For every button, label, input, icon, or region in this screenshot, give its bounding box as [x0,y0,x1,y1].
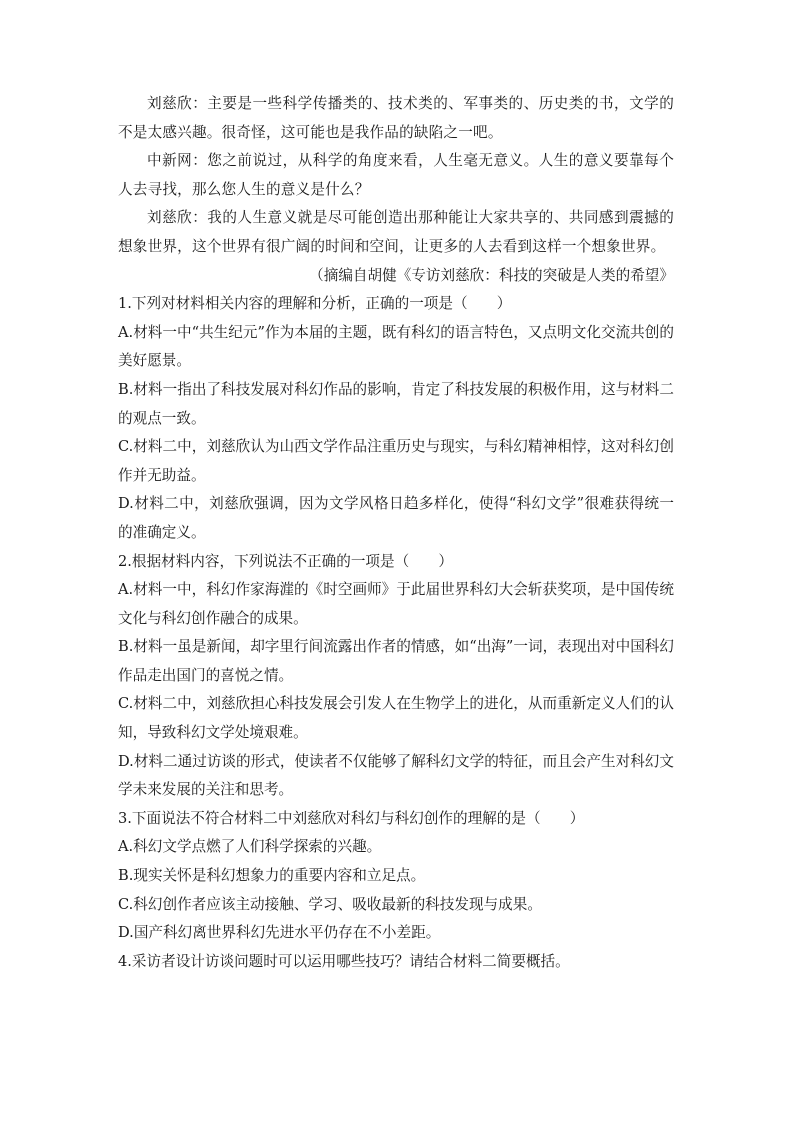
interview-paragraph: 中新网：您之前说过，从科学的角度来看，人生毫无意义。人生的意义要靠每个人去寻找，那么您人生的意义是什么？ [118,152,674,198]
question-3 [118,805,674,948]
option-b: B.材料一指出了科技发展对科幻作品的影响，肯定了科技发展的积极作用，这与材料二的观点一致。 [118,380,674,427]
option-b: B.现实关怀是科幻想象力的重要内容和立足点。 [118,867,426,885]
option-a: A.材料一中“共生纪元”作为本届的主题，既有科幻的语言特色，又点明文化交流共创的美好愿景。 [118,323,674,370]
question-stem: 1.下列对材料相关内容的理解和分析，正确的一项是（ ） [118,295,512,313]
question-1 [118,290,674,547]
option-c: C.材料二中，刘慈欣认为山西文学作品注重历史与现实，与科幻精神相悖，这对科幻创作并无助益。 [118,438,674,484]
question-4 [118,948,674,977]
option-c: C.科幻创作者应该主动接触、学习、吸收最新的科技发现与成果。 [118,895,542,913]
option-d: D.国产科幻离世界科幻先进水平仍存在不小差距。 [118,924,441,942]
option-a: A.科幻文学点燃了人们科学探索的兴趣。 [118,838,382,856]
option-d: D.材料二通过访谈的形式，使读者不仅能够了解科幻文学的特征，而且会产生对科幻文学未来发展的关注和思考。 [118,752,674,799]
option-d: D.材料二中，刘慈欣强调，因为文学风格日趋多样化，使得“科幻文学”很难获得统一的准确定义。 [118,495,674,541]
question-stem: 4.采访者设计访谈问题时可以运用哪些技巧？请结合材料二简要概括。 [118,952,570,970]
source-citation: （摘编自胡健《专访刘慈欣：科技的突破是人类的希望》 [309,266,674,284]
question-stem: 3.下面说法不符合材料二中刘慈欣对科幻与科幻创作的理解的是（ ） [118,809,585,827]
question-stem: 2.根据材料内容，下列说法不正确的一项是（ ） [118,552,453,570]
option-c: C.材料二中，刘慈欣担心科技发展会引发人在生物学上的进化，从而重新定义人们的认知，导致科幻文学处境艰难。 [118,695,674,742]
question-2 [118,548,674,805]
option-a: A.材料一中，科幻作家海漄的《时空画师》于此届世界科幻大会斩获奖项，是中国传统文化与科幻创作融合的成果。 [118,581,674,627]
option-b: B.材料一虽是新闻，却字里行间流露出作者的情感，如“出海”一词，表现出对中国科幻作品走出国门的喜悦之情。 [118,638,674,684]
interview-paragraph: 刘慈欣：我的人生意义就是尽可能创造出那种能让大家共享的、共同感到震撼的想象世界，这个世界有很广阔的时间和空间，让更多的人去看到这样一个想象世界。 [118,209,674,255]
interview-paragraph: 刘慈欣：主要是一些科学传播类的、技术类的、军事类的、历史类的书，文学的不是太感兴趣。很奇怪，这可能也是我作品的缺陷之一吧。 [118,95,674,141]
document-page [118,90,674,976]
